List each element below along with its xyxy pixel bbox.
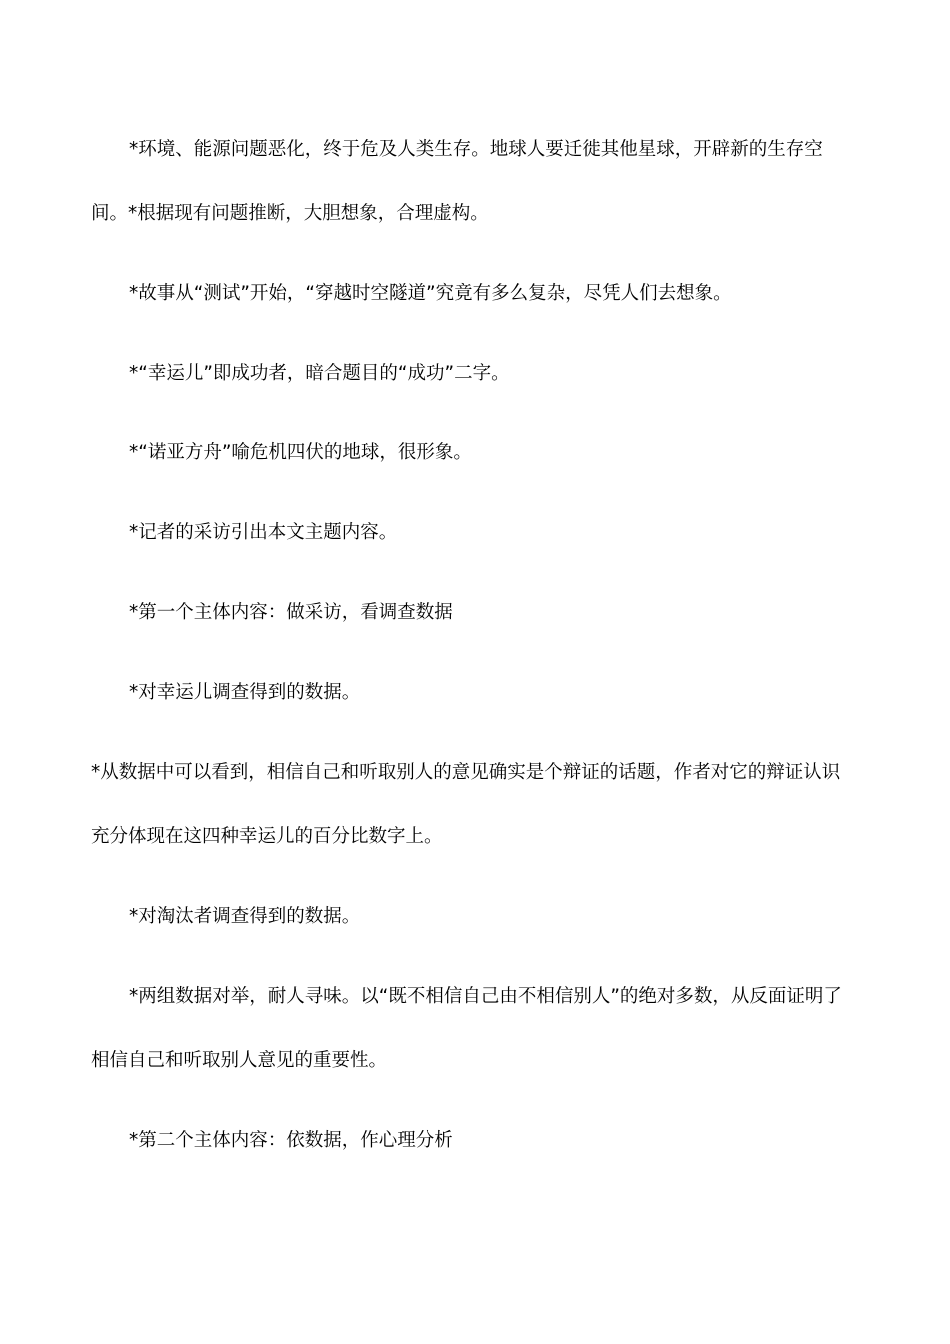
paragraph-2: *故事从“测试”开始，“穿越时空隧道”究竟有多么复杂，尽凭人们去想象。 [129,283,732,304]
paragraph-7: *对幸运儿调查得到的数据。 [129,682,361,703]
paragraph-10: *两组数据对举，耐人寻味。以“既不相信自己由不相信别人”的绝对多数，从反面证明了相信自己和听取别人意见的重要性。 [91,986,842,1071]
paragraph-8: *从数据中可以看到，相信自己和听取别人的意见确实是个辩证的话题，作者对它的辩证认识充分体现在这四种幸运儿的百分比数字上。 [91,762,841,847]
paragraph-3: *“幸运儿”即成功者，暗合题目的“成功”二字。 [129,363,510,384]
paragraph-4: *“诺亚方舟”喻危机四伏的地球，很形象。 [129,442,472,463]
paragraph-1: *环境、能源问题恶化，终于危及人类生存。地球人要迁徙其他星球，开辟新的生存空间。*根据现有问题推断，大胆想象，合理虚构。 [91,139,823,224]
paragraph-11: *第二个主体内容：依数据，作心理分析 [129,1130,453,1151]
paragraph-5: *记者的采访引出本文主题内容。 [129,522,398,543]
paragraph-6: *第一个主体内容：做采访，看调查数据 [129,602,453,623]
paragraph-9: *对淘汰者调查得到的数据。 [129,906,361,927]
